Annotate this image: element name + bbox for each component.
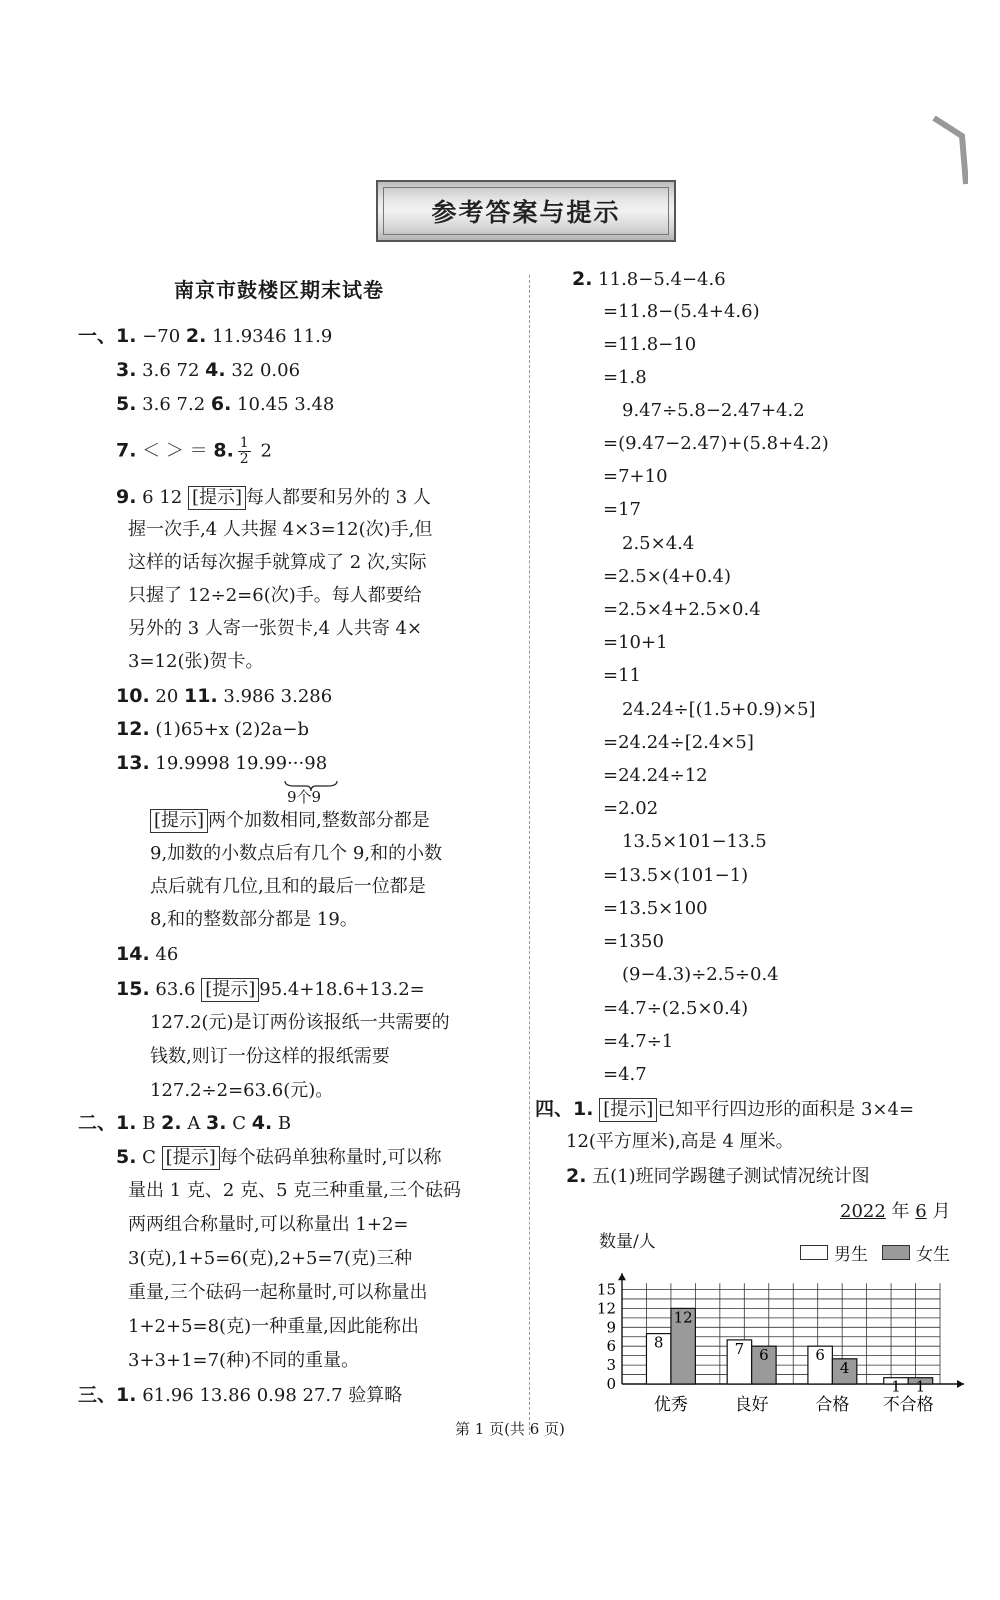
y-axis-arrow <box>618 1273 626 1280</box>
question-number: 1. <box>116 1112 137 1134</box>
x-category-label: 优秀 <box>653 1395 688 1415</box>
answer-text: 95.4+18.6+13.2= <box>259 979 425 1000</box>
left-line <box>128 1280 427 1306</box>
answer-text: 每个砝码单独称量时,可以称 <box>219 1147 442 1168</box>
left-line <box>116 716 309 743</box>
question-number: 2. <box>185 325 207 347</box>
right-line <box>603 929 664 955</box>
left-line <box>128 616 422 642</box>
x-category-label: 良好 <box>734 1395 769 1415</box>
banner-title: 参考答案与提示 <box>431 198 621 227</box>
left-line <box>116 436 272 467</box>
bar-chart <box>590 1262 970 1426</box>
answer-text: =1350 <box>603 931 664 952</box>
right-line <box>603 332 696 358</box>
right-line <box>603 365 647 391</box>
question-number: 2. <box>572 268 593 290</box>
right-line <box>603 299 760 325</box>
answer-text: 13.5×101−13.5 <box>622 831 767 852</box>
hint-tag: [提示] <box>599 1098 657 1122</box>
left-line <box>128 1314 419 1340</box>
bar-chart-svg <box>590 1262 970 1422</box>
y-tick-label: 12 <box>596 1299 616 1318</box>
date-year: 2022 <box>840 1201 886 1222</box>
right-line <box>622 962 779 988</box>
question-number: 11. <box>184 685 218 707</box>
right-line <box>603 896 708 922</box>
bar-value-label: 8 <box>653 1333 664 1352</box>
question-number: 13. <box>116 752 150 774</box>
hint-tag: [提示] <box>162 1146 220 1170</box>
left-line <box>128 550 427 576</box>
answer-text: =2.5×(4+0.4) <box>603 566 731 587</box>
answer-text: 10.45 3.48 <box>231 394 335 415</box>
right-line <box>603 564 731 590</box>
legend-female-label: 女生 <box>916 1245 950 1265</box>
left-line <box>150 907 358 933</box>
answer-text: 127.2÷2=63.6(元)。 <box>150 1080 334 1101</box>
left-line <box>150 841 442 867</box>
answer-text: B <box>272 1113 292 1134</box>
answer-text: 3.986 3.286 <box>217 686 333 707</box>
question-number: 四、 <box>535 1098 574 1120</box>
question-number: 4. <box>251 1112 273 1134</box>
answer-text: 9.47÷5.8−2.47+4.2 <box>622 400 805 421</box>
right-line <box>603 796 658 822</box>
hint-tag: [提示] <box>150 809 208 833</box>
answer-text: 3(克),1+5=6(克),2+5=7(克)三种 <box>128 1248 413 1269</box>
answer-text: (9−4.3)÷2.5÷0.4 <box>622 964 779 985</box>
answer-text: 五(1)班同学踢毽子测试情况统计图 <box>586 1166 870 1187</box>
right-line <box>603 1062 647 1088</box>
brace-label: 9个9 <box>287 788 322 806</box>
answer-text: 3.6 72 <box>136 360 206 381</box>
date-month: 6 <box>915 1201 927 1222</box>
answer-text: 11.9346 11.9 <box>206 326 333 347</box>
answer-text: ＜ ＞ ＝ <box>136 440 214 462</box>
right-line <box>603 996 748 1022</box>
question-number: 3. <box>116 359 137 381</box>
date-year-label: 年 <box>891 1201 910 1222</box>
question-number: 8. <box>213 439 234 462</box>
section-title: 南京市鼓楼区期末试卷 <box>174 278 384 302</box>
x-category-label: 不合格 <box>882 1395 934 1415</box>
answer-text: 2.5×4.4 <box>622 533 695 554</box>
answer-text: =(9.47−2.47)+(5.8+4.2) <box>603 433 829 454</box>
hint-tag: [提示] <box>188 486 246 510</box>
right-line <box>622 829 767 855</box>
left-line <box>150 808 430 834</box>
question-number: 10. <box>116 685 150 707</box>
left-line <box>128 517 432 543</box>
y-tick-label: 6 <box>606 1337 616 1356</box>
x-axis-arrow <box>957 1380 964 1388</box>
y-tick-label: 15 <box>596 1280 616 1299</box>
answer-text: =2.02 <box>603 798 659 819</box>
bar-value-label: 1 <box>915 1377 926 1396</box>
question-number: 3. <box>206 1112 227 1134</box>
left-line <box>128 1348 359 1374</box>
bar-value-label: 6 <box>815 1346 825 1365</box>
chart-date <box>840 1197 950 1223</box>
legend-male-swatch <box>800 1245 828 1260</box>
answer-text: =11.8−10 <box>603 334 697 355</box>
right-line <box>603 663 641 689</box>
question-number: 9. <box>116 486 137 508</box>
answer-text: 已知平行四边形的面积是 3×4= <box>657 1099 915 1120</box>
left-line <box>78 323 332 350</box>
left-line <box>116 976 425 1003</box>
answer-text: 6 12 <box>136 487 188 508</box>
right-line <box>603 597 761 623</box>
answer-text: =10+1 <box>603 632 668 653</box>
right-line <box>603 863 748 889</box>
answer-text: =2.5×4+2.5×0.4 <box>603 599 761 620</box>
answer-text: 1+2+5=8(克)一种重量,因此能称出 <box>128 1316 419 1337</box>
answer-text: 两两组合称量时,可以称量出 1+2= <box>128 1214 409 1235</box>
answer-text: 63.6 <box>149 979 202 1000</box>
y-tick-label: 0 <box>606 1375 616 1393</box>
answer-text: C <box>136 1147 162 1168</box>
right-line <box>603 1029 673 1055</box>
date-month-label: 月 <box>932 1201 951 1222</box>
answer-text: =17 <box>603 499 641 520</box>
right-line <box>622 531 694 557</box>
answer-text: 钱数,则订一份这样的报纸需要 <box>150 1046 390 1067</box>
answer-text: =4.7 <box>603 1064 647 1085</box>
question-number: 5. <box>116 393 137 415</box>
question-number: 4. <box>205 359 226 381</box>
right-line <box>603 730 754 756</box>
answer-text: 握一次手,4 人共握 4×3=12(次)手,但 <box>128 519 433 540</box>
question-number: 三、 <box>78 1384 117 1406</box>
answer-text: 另外的 3 人寄一张贺卡,4 人共寄 4× <box>128 618 423 639</box>
answer-text: (1)65+x (2)2a−b <box>149 719 310 740</box>
page-footer: 第 1 页(共 6 页) <box>455 1420 565 1438</box>
bar-value-label: 4 <box>839 1358 850 1377</box>
right-line <box>603 763 708 789</box>
answer-text: =7+10 <box>603 466 668 487</box>
left-line <box>116 683 332 710</box>
left-line <box>150 1044 390 1070</box>
question-number: 14. <box>116 943 150 965</box>
right-line <box>603 464 668 490</box>
legend-female-swatch <box>882 1245 910 1260</box>
y-tick-label: 9 <box>606 1318 616 1337</box>
left-line <box>116 941 178 968</box>
left-line <box>128 1212 409 1238</box>
answer-text: 3=12(张)贺卡。 <box>128 651 264 672</box>
answer-text: 8,和的整数部分都是 19。 <box>150 909 358 930</box>
bar-value-label: 7 <box>734 1339 745 1358</box>
answer-text: 3+3+1=7(种)不同的重量。 <box>128 1350 360 1371</box>
answer-text: 只握了 12÷2=6(次)手。每人都要给 <box>128 585 422 606</box>
answer-text: 24.24÷[(1.5+0.9)×5] <box>622 699 816 720</box>
question-number: 1. <box>573 1098 594 1120</box>
left-line <box>116 484 431 511</box>
page-corner-mark <box>932 116 968 186</box>
left-line <box>116 750 327 777</box>
answer-text: =24.24÷12 <box>603 765 708 786</box>
answer-text: =4.7÷(2.5×0.4) <box>603 998 749 1019</box>
answer-text: 61.96 13.86 0.98 27.7 验算略 <box>136 1385 403 1406</box>
left-line <box>128 1246 412 1272</box>
left-line <box>150 1010 450 1036</box>
right-line <box>603 497 641 523</box>
question-number: 6. <box>210 393 232 415</box>
question-number: 2. <box>566 1165 587 1187</box>
answer-text: 这样的话每次握手就算成了 2 次,实际 <box>128 552 427 573</box>
answer-text: 重量,三个砝码一起称量时,可以称量出 <box>128 1282 428 1303</box>
answer-text: 19.9998 19.99···98 <box>149 753 328 774</box>
left-line <box>78 1382 402 1409</box>
y-tick-label: 3 <box>606 1356 616 1375</box>
bar-value-label: 6 <box>759 1346 769 1365</box>
left-line <box>150 874 426 900</box>
answer-banner <box>376 180 676 242</box>
left-line <box>116 357 300 384</box>
question-number: 一、 <box>78 325 117 347</box>
answer-text: =1.8 <box>603 367 647 388</box>
right-line <box>566 1163 870 1190</box>
bar-value-label: 12 <box>673 1308 693 1327</box>
answer-text: 20 <box>149 686 185 707</box>
answer-text: B <box>136 1113 162 1134</box>
right-line <box>572 266 726 293</box>
answer-text: 每人都要和另外的 3 人 <box>246 487 431 508</box>
answer-text: C <box>226 1113 252 1134</box>
answer-text: =11 <box>603 665 641 686</box>
chart-y-label: 数量/人 <box>599 1232 656 1252</box>
answer-text: 127.2(元)是订两份该报纸一共需要的 <box>150 1012 450 1033</box>
x-category-label: 合格 <box>815 1395 850 1415</box>
right-line <box>535 1096 914 1123</box>
answer-text: A <box>181 1113 207 1134</box>
left-line <box>128 1178 461 1204</box>
answer-text: 两个加数相同,整数部分都是 <box>208 810 430 831</box>
answer-text: =24.24÷[2.4×5] <box>603 732 754 753</box>
left-line <box>116 391 334 418</box>
legend-male-label: 男生 <box>834 1245 868 1265</box>
answer-text: =11.8−(5.4+4.6) <box>603 301 760 322</box>
answer-text: 32 0.06 <box>225 360 301 381</box>
question-number: 二、 <box>78 1112 117 1134</box>
question-number: 1. <box>116 325 137 347</box>
right-line <box>622 697 816 723</box>
left-line <box>78 1110 291 1137</box>
question-number: 1. <box>116 1384 137 1406</box>
question-number: 7. <box>116 439 137 462</box>
answer-text: −70 <box>136 326 186 347</box>
answer-text: 点后就有几位,且和的最后一位都是 <box>150 876 426 897</box>
hint-tag: [提示] <box>201 978 259 1002</box>
left-line <box>128 583 422 609</box>
answer-text: 2 <box>254 440 272 462</box>
answer-text: =4.7÷1 <box>603 1031 674 1052</box>
right-line <box>622 398 805 424</box>
answer-text: 11.8−5.4−4.6 <box>592 269 726 290</box>
question-number: 5. <box>116 1146 137 1168</box>
right-line <box>566 1129 794 1155</box>
answer-text: 46 <box>149 944 179 965</box>
question-number: 15. <box>116 978 150 1000</box>
answer-text: =13.5×(101−1) <box>603 865 749 886</box>
answer-text: =13.5×100 <box>603 898 708 919</box>
bar-value-label: 1 <box>891 1377 901 1396</box>
answer-text: 9,加数的小数点后有几个 9,和的小数 <box>150 843 443 864</box>
right-line <box>603 630 668 656</box>
answer-text: 量出 1 克、2 克、5 克三种重量,三个砝码 <box>128 1180 461 1201</box>
left-line <box>116 1144 441 1171</box>
column-divider <box>529 275 530 1435</box>
left-line <box>150 1078 333 1104</box>
answer-text: 3.6 7.2 <box>136 394 211 415</box>
fraction: $\frac{1}{2}$ <box>239 435 249 467</box>
question-number: 2. <box>161 1112 182 1134</box>
left-line <box>128 649 263 675</box>
right-line <box>603 431 829 457</box>
question-number: 12. <box>116 718 150 740</box>
answer-text: 12(平方厘米),高是 4 厘米。 <box>566 1131 794 1152</box>
